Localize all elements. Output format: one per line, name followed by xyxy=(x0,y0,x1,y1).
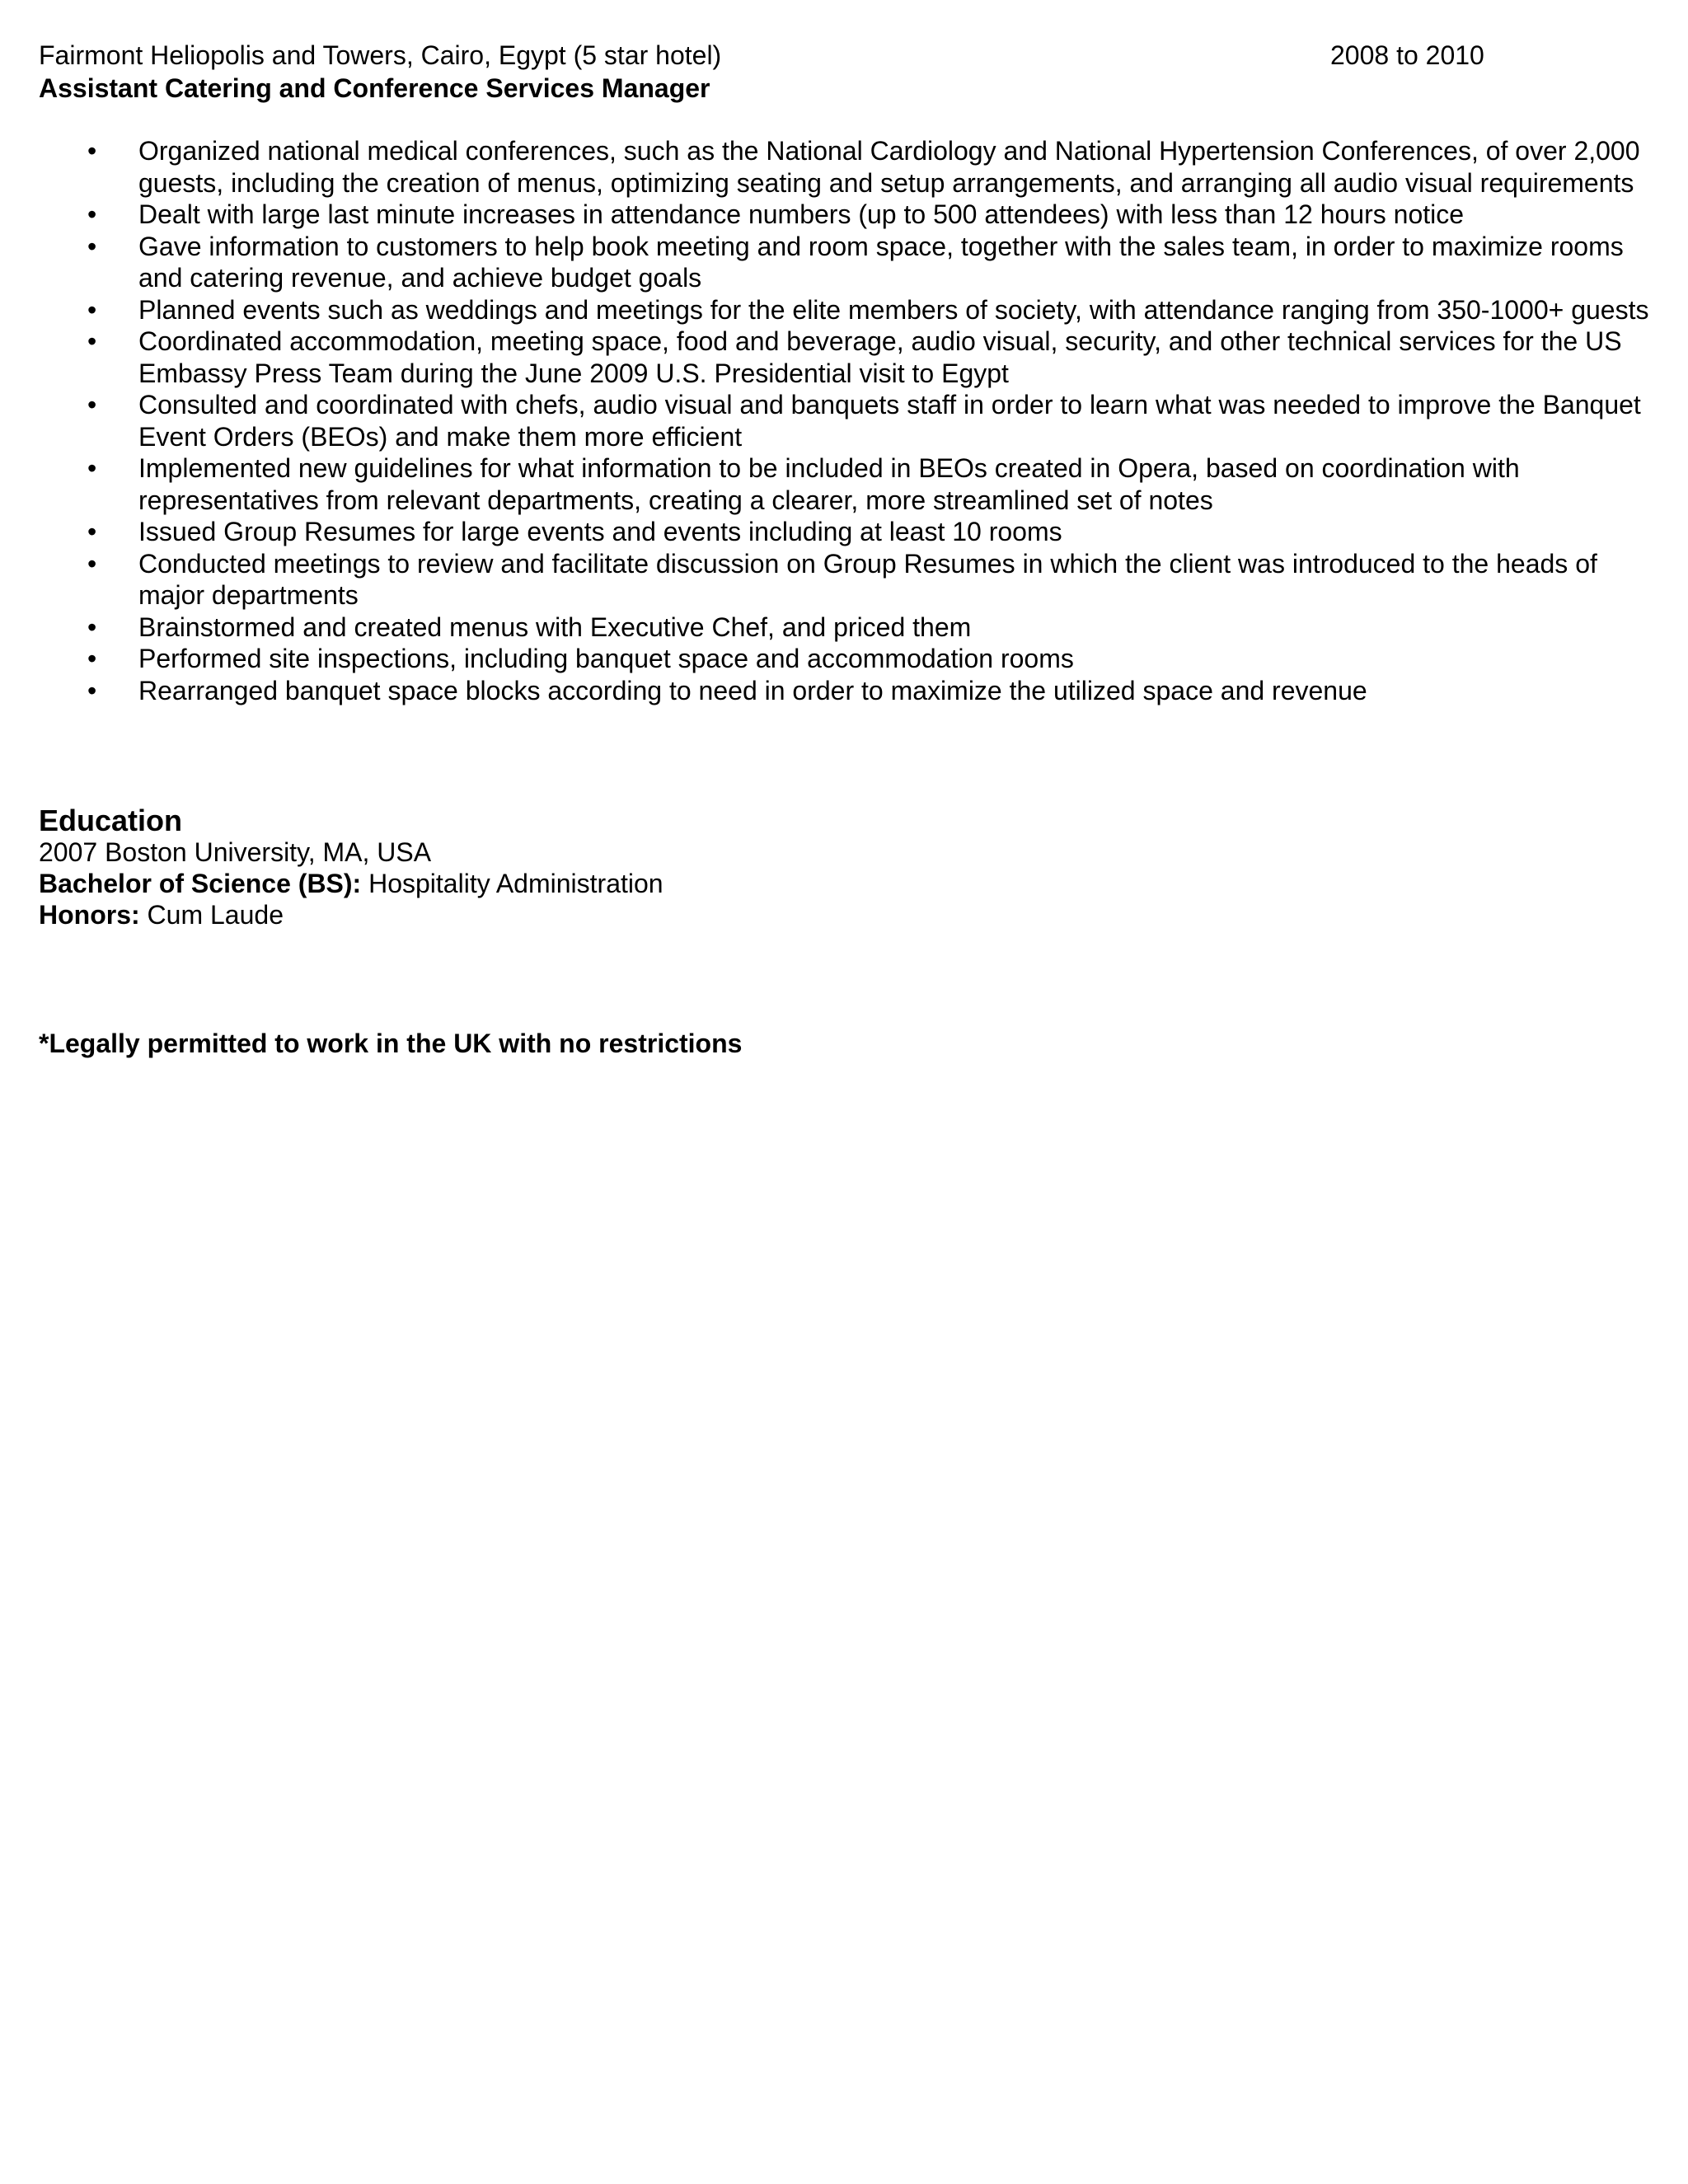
responsibility-item xyxy=(0,516,1657,548)
responsibility-item xyxy=(0,548,1657,612)
bullet-icon: • xyxy=(87,548,97,579)
responsibility-text: Consulted and coordinated with chefs, audio visual and banquets staff in order to learn what was needed to improve the Banquet Event Orders (BEOs) and make them more efficient xyxy=(138,390,1641,452)
education-degree xyxy=(39,868,663,899)
job-title: Assistant Catering and Conference Services Manager xyxy=(39,73,710,103)
responsibility-text: Organized national medical conferences, such as the National Cardiology and National Hypertension Conferences, of over 2,000 guests, including the creation of menus, optimizing seating and setup arrangements, and arranging all audio visual requirements xyxy=(138,136,1640,198)
responsibility-text: Performed site inspections, including banquet space and accommodation rooms xyxy=(138,644,1074,673)
bullet-icon: • xyxy=(87,326,97,356)
responsibility-item xyxy=(0,675,1657,707)
responsibility-item xyxy=(0,294,1657,326)
education-institution: 2007 Boston University, MA, USA xyxy=(39,837,432,867)
bullet-icon: • xyxy=(87,199,97,229)
bullet-icon: • xyxy=(87,231,97,261)
responsibility-item xyxy=(0,612,1657,644)
responsibility-item xyxy=(0,135,1657,199)
education-heading: Education xyxy=(39,804,183,837)
responsibility-item xyxy=(0,231,1657,294)
responsibility-text: Conducted meetings to review and facilitate discussion on Group Resumes in which the client was introduced to the heads of major departments xyxy=(138,548,1597,610)
bullet-icon: • xyxy=(87,612,97,642)
bullet-icon: • xyxy=(87,136,97,166)
responsibility-text: Dealt with large last minute increases in attendance numbers (up to 500 attendees) with less than 12 hours notice xyxy=(138,199,1465,229)
work-authorization-note: *Legally permitted to work in the UK with no restrictions xyxy=(39,1029,743,1058)
responsibility-text: Brainstormed and created menus with Executive Chef, and priced them xyxy=(138,612,972,642)
degree-label: Bachelor of Science (BS): xyxy=(39,869,362,898)
bullet-icon: • xyxy=(87,453,97,483)
responsibility-text: Rearranged banquet space blocks according to need in order to maximize the utilized space and revenue xyxy=(138,675,1367,705)
responsibility-text: Implemented new guidelines for what information to be included in BEOs created in Opera, based on coordination with representatives from relevant departments, creating a clearer, more streamlined set of notes xyxy=(138,453,1520,515)
employment-dates: 2008 to 2010 xyxy=(1330,40,1484,70)
responsibility-item xyxy=(0,199,1657,231)
responsibility-item xyxy=(0,452,1657,516)
responsibility-item xyxy=(0,643,1657,675)
responsibility-text: Gave information to customers to help book meeting and room space, together with the sales team, in order to maximize rooms and catering revenue, and achieve budget goals xyxy=(138,231,1624,293)
responsibility-item xyxy=(0,326,1657,389)
bullet-icon: • xyxy=(87,675,97,705)
education-honors xyxy=(39,899,284,930)
company-line: Fairmont Heliopolis and Towers, Cairo, Egypt (5 star hotel) xyxy=(39,40,722,70)
responsibilities-list xyxy=(0,135,1688,706)
degree-value: Hospitality Administration xyxy=(368,869,663,898)
responsibility-text: Planned events such as weddings and meetings for the elite members of society, with attendance ranging from 350-1000+ guests xyxy=(138,294,1649,325)
bullet-icon: • xyxy=(87,294,97,325)
responsibility-text: Issued Group Resumes for large events and events including at least 10 rooms xyxy=(138,517,1062,546)
responsibility-text: Coordinated accommodation, meeting space, food and beverage, audio visual, security, and other technical services for the US Embassy Press Team during the June 2009 U.S. Presidential visit to Egypt xyxy=(138,326,1622,388)
bullet-icon: • xyxy=(87,390,97,419)
bullet-icon: • xyxy=(87,644,97,673)
honors-value: Cum Laude xyxy=(147,900,284,930)
bullet-icon: • xyxy=(87,517,97,546)
responsibility-item xyxy=(0,389,1657,452)
honors-label: Honors: xyxy=(39,900,140,930)
